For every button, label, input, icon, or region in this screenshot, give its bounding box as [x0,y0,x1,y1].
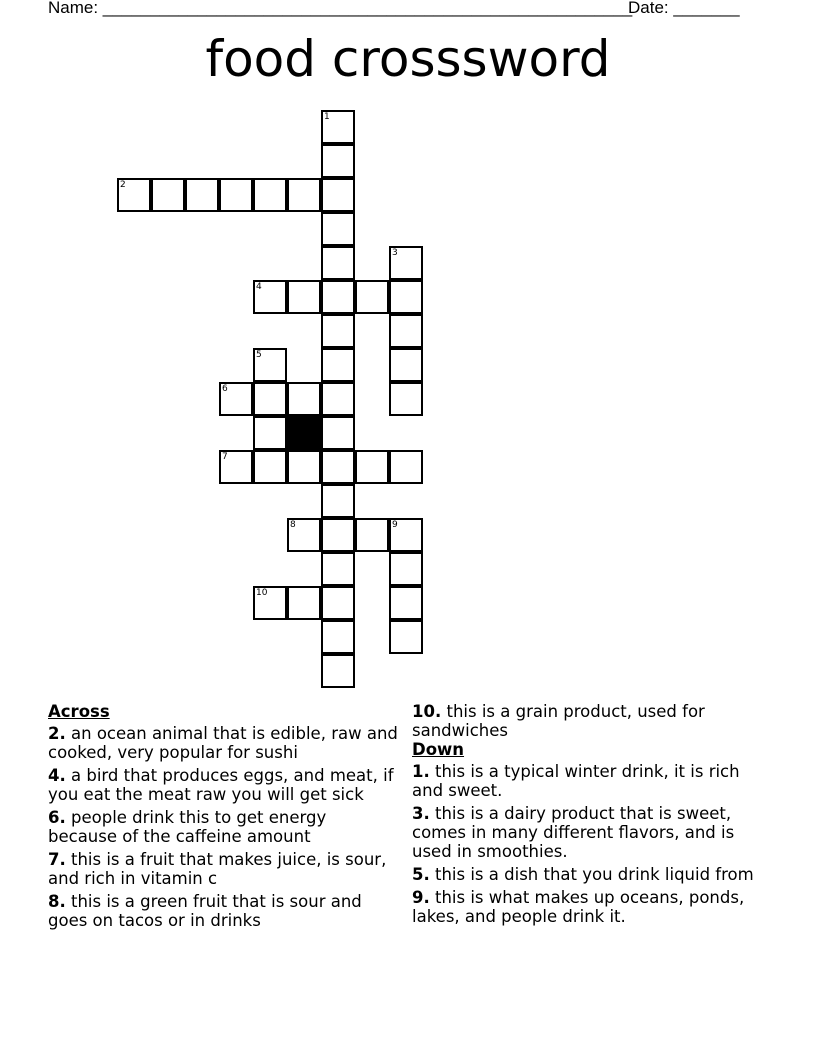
black-square [287,416,321,450]
grid-cell[interactable] [287,450,321,484]
grid-cell[interactable] [321,110,355,144]
grid-cell[interactable] [253,348,287,382]
grid-cell[interactable] [321,484,355,518]
clue-across-8: 8. this is a green fruit that is sour and goes on tacos or in drinks [48,892,362,930]
clue-across-4: 4. a bird that produces eggs, and meat, if you eat the meat raw you will get sick [48,766,394,804]
clue-down-9: 9. this is what makes up oceans, ponds, lakes, and people drink it. [412,888,745,926]
grid-cell[interactable] [321,620,355,654]
clue-down-1: 1. this is a typical winter drink, it is rich and sweet. [412,762,740,800]
grid-cell[interactable] [389,586,423,620]
grid-cell[interactable] [389,382,423,416]
name-line: Name: ________________________________________________________ [48,0,633,17]
clue-across-10: 10. this is a grain product, used for sandwiches [412,702,705,740]
date-line: Date: _______ [628,0,740,17]
grid-cell[interactable] [389,620,423,654]
grid-cell[interactable] [287,382,321,416]
grid-cell[interactable] [321,246,355,280]
grid-cell[interactable] [117,178,151,212]
grid-cell[interactable] [321,416,355,450]
clue-number: 10 [256,588,268,598]
grid-cell[interactable] [253,280,287,314]
grid-cell[interactable] [321,654,355,688]
grid-cell[interactable] [389,450,423,484]
grid-cell[interactable] [321,382,355,416]
clue-number: 5 [256,350,262,360]
clue-across-2: 2. an ocean animal that is edible, raw and cooked, very popular for sushi [48,724,398,762]
grid-cell[interactable] [287,518,321,552]
grid-cell[interactable] [321,348,355,382]
grid-cell[interactable] [253,178,287,212]
clue-across-6: 6. people drink this to get energy because of the caffeine amount [48,808,327,846]
clue-number: 6 [222,384,228,394]
grid-cell[interactable] [355,450,389,484]
grid-cell[interactable] [389,246,423,280]
grid-cell[interactable] [185,178,219,212]
grid-cell[interactable] [355,280,389,314]
page-title: food crosssword [205,30,611,88]
clue-number: 2 [120,180,126,190]
clues-left-column [48,702,398,934]
clue-number: 9 [392,520,398,530]
grid-cell[interactable] [321,178,355,212]
grid-cell[interactable] [253,382,287,416]
grid-cell[interactable] [321,518,355,552]
grid-cell[interactable] [321,144,355,178]
grid-cell[interactable] [219,450,253,484]
grid-cell[interactable] [287,178,321,212]
grid-cell[interactable] [253,586,287,620]
clue-number: 3 [392,248,398,258]
clue-number: 4 [256,282,262,292]
grid-cell[interactable] [355,518,389,552]
clue-down-5: 5. this is a dish that you drink liquid from [412,865,754,884]
clue-number: 8 [290,520,296,530]
clue-number: 7 [222,452,228,462]
grid-cell[interactable] [389,348,423,382]
grid-cell[interactable] [219,178,253,212]
grid-cell[interactable] [321,280,355,314]
grid-cell[interactable] [321,552,355,586]
clue-across-7: 7. this is a fruit that makes juice, is sour, and rich in vitamin c [48,850,387,888]
across-heading: Across [48,702,110,721]
grid-cell[interactable] [321,314,355,348]
grid-cell[interactable] [321,586,355,620]
grid-cell[interactable] [287,280,321,314]
grid-cell[interactable] [151,178,185,212]
grid-cell[interactable] [253,450,287,484]
grid-cell[interactable] [321,212,355,246]
grid-cell[interactable] [253,416,287,450]
clues-right-column [412,702,762,930]
grid-cell[interactable] [321,450,355,484]
clue-down-3: 3. this is a dairy product that is sweet, comes in many different flavors, and is used in smoothies. [412,804,735,861]
grid-cell[interactable] [389,552,423,586]
grid-cell[interactable] [389,280,423,314]
down-heading: Down [412,740,465,759]
grid-cell[interactable] [389,314,423,348]
grid-cell[interactable] [389,518,423,552]
grid-cell[interactable] [287,586,321,620]
grid-cell[interactable] [219,382,253,416]
clue-number: 1 [324,112,330,122]
